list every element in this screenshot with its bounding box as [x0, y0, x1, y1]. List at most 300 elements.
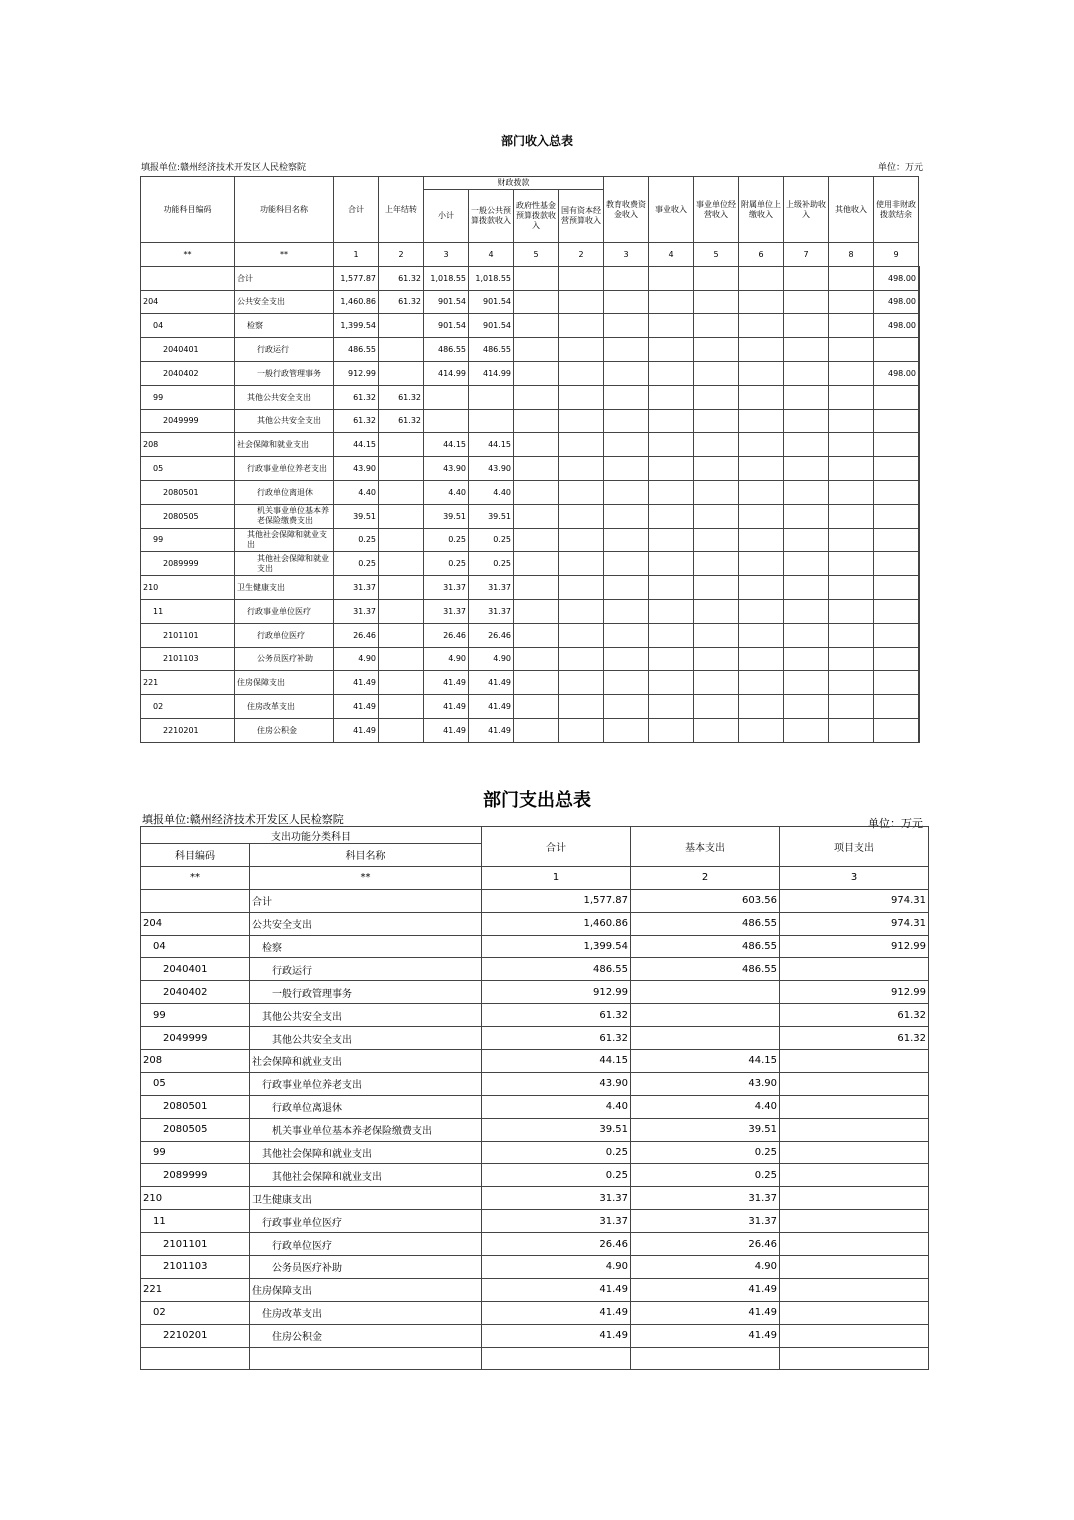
name-cell: 机关事业单位基本养老保险缴费支出 — [250, 1118, 482, 1141]
empty-cell — [829, 599, 874, 623]
total-cell: 61.32 — [334, 385, 379, 409]
empty-cell — [649, 457, 694, 481]
basic-cell: 4.90 — [631, 1256, 780, 1279]
table-row — [141, 576, 920, 600]
empty-cell — [514, 409, 559, 433]
other-cell — [874, 552, 919, 576]
empty-cell — [559, 671, 604, 695]
empty-cell — [829, 623, 874, 647]
carry-cell — [379, 647, 424, 671]
empty-cell — [784, 480, 829, 504]
total-cell: 41.49 — [334, 718, 379, 742]
other-cell — [874, 433, 919, 457]
index-cell: 2 — [631, 866, 780, 889]
code-cell: 2210201 — [141, 1324, 250, 1347]
table-row — [141, 671, 920, 695]
header-name: 科目名称 — [250, 844, 482, 867]
subtotal-cell: 43.90 — [424, 457, 469, 481]
empty-cell — [514, 552, 559, 576]
empty-cell — [829, 266, 874, 290]
name-cell: 其他社会保障和就业支出 — [235, 528, 334, 552]
empty-cell — [919, 361, 920, 385]
table-row — [141, 409, 920, 433]
table-row — [141, 1301, 929, 1324]
name-cell: 卫生健康支出 — [250, 1187, 482, 1210]
empty-cell — [919, 718, 920, 742]
carry-cell — [379, 480, 424, 504]
empty-cell — [649, 480, 694, 504]
general-cell: 31.37 — [469, 599, 514, 623]
empty-cell — [919, 409, 920, 433]
empty-cell — [514, 480, 559, 504]
total-cell: 39.51 — [482, 1118, 631, 1141]
total-cell: 41.49 — [482, 1324, 631, 1347]
name-cell: 合计 — [235, 266, 334, 290]
empty-cell — [604, 314, 649, 338]
empty-cell — [919, 552, 920, 576]
general-cell: 39.51 — [469, 504, 514, 528]
code-cell: 04 — [141, 314, 235, 338]
general-cell: 1,018.55 — [469, 266, 514, 290]
empty-cell — [559, 385, 604, 409]
other-cell — [874, 576, 919, 600]
name-cell: 住房公积金 — [235, 718, 334, 742]
empty-cell — [784, 314, 829, 338]
header-sub-unit: 附属单位上缴收入 — [739, 177, 784, 243]
total-cell: 61.32 — [482, 1027, 631, 1050]
expense-index-row — [141, 866, 929, 889]
empty-cell — [631, 1347, 780, 1370]
empty-cell — [829, 576, 874, 600]
empty-cell — [604, 623, 649, 647]
empty-cell — [559, 457, 604, 481]
general-cell: 43.90 — [469, 457, 514, 481]
name-cell: 行政事业单位养老支出 — [235, 457, 334, 481]
empty-cell — [604, 457, 649, 481]
general-cell: 0.25 — [469, 528, 514, 552]
basic-cell — [631, 1004, 780, 1027]
table-row — [141, 480, 920, 504]
empty-cell — [559, 314, 604, 338]
name-cell: 行政事业单位医疗 — [235, 599, 334, 623]
project-cell — [780, 1324, 929, 1347]
total-cell: 44.15 — [334, 433, 379, 457]
carry-cell — [379, 433, 424, 457]
carry-cell — [379, 671, 424, 695]
empty-cell — [694, 361, 739, 385]
subtotal-cell: 4.90 — [424, 647, 469, 671]
expense-table-body — [141, 889, 929, 1370]
total-cell: 4.90 — [334, 647, 379, 671]
empty-cell — [829, 338, 874, 362]
empty-cell — [739, 552, 784, 576]
empty-cell — [649, 552, 694, 576]
table-row — [141, 1324, 929, 1347]
table-row — [141, 266, 920, 290]
general-cell: 4.90 — [469, 647, 514, 671]
empty-cell — [694, 552, 739, 576]
header-code: 功能科目编码 — [141, 177, 235, 243]
empty-cell — [829, 552, 874, 576]
empty-cell — [604, 671, 649, 695]
carry-cell — [379, 623, 424, 647]
subtotal-cell: 31.37 — [424, 599, 469, 623]
index-cell: 7 — [784, 243, 829, 267]
index-cell: 4 — [469, 243, 514, 267]
total-cell: 0.25 — [334, 528, 379, 552]
code-cell: 2040402 — [141, 981, 250, 1004]
project-cell — [780, 1301, 929, 1324]
empty-cell — [739, 599, 784, 623]
general-cell: 486.55 — [469, 338, 514, 362]
empty-cell — [559, 599, 604, 623]
income-unit-left: 填报单位:赣州经济技术开发区人民检察院 — [141, 163, 307, 173]
empty-cell — [784, 552, 829, 576]
empty-cell — [649, 266, 694, 290]
index-cell: ** — [141, 866, 250, 889]
empty-cell — [739, 671, 784, 695]
empty-cell — [739, 695, 784, 719]
subtotal-cell: 901.54 — [424, 314, 469, 338]
index-cell: 8 — [829, 243, 874, 267]
header-total: 合计 — [482, 827, 631, 867]
header-other: 其他收入 — [829, 177, 874, 243]
basic-cell: 41.49 — [631, 1278, 780, 1301]
empty-cell — [694, 623, 739, 647]
index-cell: 5 — [694, 243, 739, 267]
total-cell: 43.90 — [334, 457, 379, 481]
empty-cell — [649, 290, 694, 314]
empty-cell — [919, 504, 920, 528]
empty-cell — [649, 671, 694, 695]
income-table-title: 部门收入总表 — [500, 134, 573, 148]
empty-cell — [559, 433, 604, 457]
code-cell: 2101103 — [141, 647, 235, 671]
basic-cell: 43.90 — [631, 1072, 780, 1095]
empty-cell — [919, 647, 920, 671]
table-row — [141, 1027, 929, 1050]
other-cell: 498.00 — [874, 361, 919, 385]
subtotal-cell: 41.49 — [424, 718, 469, 742]
name-cell: 住房保障支出 — [235, 671, 334, 695]
empty-cell — [739, 433, 784, 457]
empty-cell — [694, 480, 739, 504]
subtotal-cell: 44.15 — [424, 433, 469, 457]
other-cell — [874, 457, 919, 481]
header-group: 支出功能分类科目 — [141, 827, 482, 844]
empty-cell — [739, 361, 784, 385]
empty-cell — [649, 528, 694, 552]
basic-cell — [631, 981, 780, 1004]
total-cell: 61.32 — [334, 409, 379, 433]
general-cell: 31.37 — [469, 576, 514, 600]
total-cell: 43.90 — [482, 1072, 631, 1095]
empty-cell — [604, 504, 649, 528]
name-cell: 其他公共安全支出 — [235, 385, 334, 409]
empty-cell — [919, 266, 920, 290]
empty-cell — [694, 385, 739, 409]
code-cell: 04 — [141, 935, 250, 958]
name-cell: 一般行政管理事务 — [250, 981, 482, 1004]
table-row — [141, 1072, 929, 1095]
empty-cell — [559, 623, 604, 647]
index-cell: 1 — [334, 243, 379, 267]
subtotal-cell: 901.54 — [424, 290, 469, 314]
other-cell — [874, 480, 919, 504]
empty-cell — [649, 314, 694, 338]
header-nonfiscal: 使用非财政拨款结余 — [874, 177, 919, 243]
code-cell: 2089999 — [141, 1164, 250, 1187]
empty-cell — [919, 695, 920, 719]
empty-cell — [694, 671, 739, 695]
code-cell — [141, 889, 250, 912]
header-general: 一般公共预算拨款收入 — [469, 190, 514, 243]
header-code: 科目编码 — [141, 844, 250, 867]
project-cell — [780, 1233, 929, 1256]
empty-cell — [784, 599, 829, 623]
name-cell: 行政事业单位养老支出 — [250, 1072, 482, 1095]
header-basic: 基本支出 — [631, 827, 780, 867]
header-fund: 政府性基金预算拨款收入 — [514, 190, 559, 243]
project-cell: 61.32 — [780, 1027, 929, 1050]
table-row — [141, 1004, 929, 1027]
empty-cell — [784, 385, 829, 409]
empty-cell — [780, 1347, 929, 1370]
project-cell — [780, 1141, 929, 1164]
empty-cell — [559, 718, 604, 742]
total-cell: 44.15 — [482, 1050, 631, 1073]
header-fiscal: 财政拨款 — [424, 177, 604, 190]
empty-cell — [604, 695, 649, 719]
empty-cell — [604, 385, 649, 409]
project-cell — [780, 1278, 929, 1301]
empty-cell — [514, 361, 559, 385]
total-cell: 39.51 — [334, 504, 379, 528]
income-unit-right: 单位：万元 — [878, 163, 924, 173]
name-cell: 机关事业单位基本养老保险缴费支出 — [235, 504, 334, 528]
income-table-body — [141, 266, 920, 742]
empty-cell — [919, 480, 920, 504]
code-cell: 208 — [141, 433, 235, 457]
table-row — [141, 1141, 929, 1164]
empty-cell — [604, 409, 649, 433]
subtotal-cell: 1,018.55 — [424, 266, 469, 290]
project-cell: 61.32 — [780, 1004, 929, 1027]
name-cell: 一般行政管理事务 — [235, 361, 334, 385]
empty-cell — [559, 552, 604, 576]
index-cell: 1 — [482, 866, 631, 889]
empty-cell — [784, 695, 829, 719]
name-cell: 社会保障和就业支出 — [250, 1050, 482, 1073]
empty-cell — [559, 338, 604, 362]
empty-cell — [694, 647, 739, 671]
subtotal-cell: 41.49 — [424, 671, 469, 695]
other-cell — [874, 671, 919, 695]
carry-cell — [379, 314, 424, 338]
code-cell: 2210201 — [141, 718, 235, 742]
code-cell: 221 — [141, 671, 235, 695]
carry-cell — [379, 528, 424, 552]
table-row — [141, 552, 920, 576]
empty-cell — [514, 718, 559, 742]
name-cell: 行政单位医疗 — [250, 1233, 482, 1256]
other-cell: 498.00 — [874, 266, 919, 290]
code-cell: 2080501 — [141, 480, 235, 504]
name-cell: 合计 — [250, 889, 482, 912]
basic-cell: 0.25 — [631, 1164, 780, 1187]
name-cell: 行政事业单位医疗 — [250, 1210, 482, 1233]
empty-cell — [514, 457, 559, 481]
empty-cell — [649, 695, 694, 719]
project-cell: 912.99 — [780, 981, 929, 1004]
empty-cell — [829, 290, 874, 314]
empty-cell — [604, 647, 649, 671]
basic-cell: 486.55 — [631, 958, 780, 981]
code-cell: 204 — [141, 912, 250, 935]
project-cell — [780, 1256, 929, 1279]
empty-cell — [739, 409, 784, 433]
empty-cell — [604, 290, 649, 314]
empty-cell — [514, 504, 559, 528]
name-cell: 行政单位离退休 — [250, 1095, 482, 1118]
other-cell — [874, 623, 919, 647]
name-cell: 公务员医疗补助 — [235, 647, 334, 671]
empty-cell — [604, 480, 649, 504]
empty-cell — [604, 528, 649, 552]
empty-cell — [649, 718, 694, 742]
table-row — [141, 599, 920, 623]
header-total: 合计 — [334, 177, 379, 243]
subtotal-cell: 26.46 — [424, 623, 469, 647]
general-cell — [469, 385, 514, 409]
subtotal-cell: 0.25 — [424, 552, 469, 576]
empty-cell — [829, 647, 874, 671]
total-cell: 1,577.87 — [334, 266, 379, 290]
header-edu: 教育收费资金收入 — [604, 177, 649, 243]
carry-cell — [379, 457, 424, 481]
name-cell: 检察 — [235, 314, 334, 338]
header-subtotal: 小计 — [424, 190, 469, 243]
total-cell: 26.46 — [482, 1233, 631, 1256]
empty-cell — [784, 623, 829, 647]
carry-cell — [379, 338, 424, 362]
empty-cell — [482, 1347, 631, 1370]
empty-cell — [694, 290, 739, 314]
table-row — [141, 623, 920, 647]
code-cell: 2040401 — [141, 338, 235, 362]
income-index-row — [141, 243, 920, 267]
project-cell — [780, 1050, 929, 1073]
carry-cell: 61.32 — [379, 409, 424, 433]
empty-cell — [604, 576, 649, 600]
empty-cell — [694, 695, 739, 719]
table-row — [141, 981, 929, 1004]
code-cell: 2080501 — [141, 1095, 250, 1118]
empty-cell — [604, 338, 649, 362]
empty-cell — [694, 314, 739, 338]
index-cell: 3 — [424, 243, 469, 267]
carry-cell: 61.32 — [379, 266, 424, 290]
total-cell: 0.25 — [482, 1141, 631, 1164]
general-cell: 901.54 — [469, 314, 514, 338]
empty-cell — [784, 457, 829, 481]
total-cell: 1,399.54 — [482, 935, 631, 958]
code-cell: 210 — [141, 1187, 250, 1210]
code-cell: 99 — [141, 1141, 250, 1164]
table-row — [141, 935, 929, 958]
name-cell: 其他社会保障和就业支出 — [250, 1164, 482, 1187]
basic-cell: 44.15 — [631, 1050, 780, 1073]
code-cell: 221 — [141, 1278, 250, 1301]
table-row — [141, 695, 920, 719]
header-capital: 国有资本经营预算收入 — [559, 190, 604, 243]
empty-cell — [694, 433, 739, 457]
name-cell: 其他社会保障和就业支出 — [250, 1141, 482, 1164]
empty-cell — [784, 671, 829, 695]
empty-cell — [694, 457, 739, 481]
code-cell: 2040401 — [141, 958, 250, 981]
name-cell: 行政单位离退休 — [235, 480, 334, 504]
name-cell: 住房公积金 — [250, 1324, 482, 1347]
index-cell: 2 — [559, 243, 604, 267]
carry-cell — [379, 718, 424, 742]
table-row — [141, 1187, 929, 1210]
index-cell: 9 — [874, 243, 919, 267]
empty-cell — [141, 1347, 250, 1370]
index-cell: 3 — [780, 866, 929, 889]
project-cell — [780, 1118, 929, 1141]
empty-cell — [559, 647, 604, 671]
other-cell — [874, 504, 919, 528]
empty-cell — [784, 266, 829, 290]
total-cell: 486.55 — [482, 958, 631, 981]
table-row — [141, 1050, 929, 1073]
empty-cell — [919, 528, 920, 552]
empty-cell — [514, 528, 559, 552]
subtotal-cell: 41.49 — [424, 695, 469, 719]
empty-cell — [694, 599, 739, 623]
empty-cell — [514, 695, 559, 719]
code-cell: 2101103 — [141, 1256, 250, 1279]
empty-cell — [649, 623, 694, 647]
empty-cell — [694, 409, 739, 433]
empty-cell — [919, 290, 920, 314]
total-cell: 1,460.86 — [482, 912, 631, 935]
table-row — [141, 433, 920, 457]
code-cell: 2049999 — [141, 409, 235, 433]
basic-cell: 486.55 — [631, 912, 780, 935]
empty-cell — [739, 266, 784, 290]
table-row — [141, 1118, 929, 1141]
index-cell: 4 — [649, 243, 694, 267]
other-cell — [874, 409, 919, 433]
empty-cell — [514, 314, 559, 338]
empty-cell — [514, 647, 559, 671]
total-cell: 4.40 — [482, 1095, 631, 1118]
empty-cell — [919, 576, 920, 600]
name-cell: 公共安全支出 — [250, 912, 482, 935]
total-cell: 31.37 — [482, 1210, 631, 1233]
empty-cell — [604, 266, 649, 290]
table-row — [141, 1210, 929, 1233]
empty-cell — [559, 409, 604, 433]
carry-cell — [379, 576, 424, 600]
basic-cell: 31.37 — [631, 1187, 780, 1210]
empty-cell — [559, 361, 604, 385]
project-cell — [780, 958, 929, 981]
empty-cell — [739, 290, 784, 314]
table-row — [141, 889, 929, 912]
